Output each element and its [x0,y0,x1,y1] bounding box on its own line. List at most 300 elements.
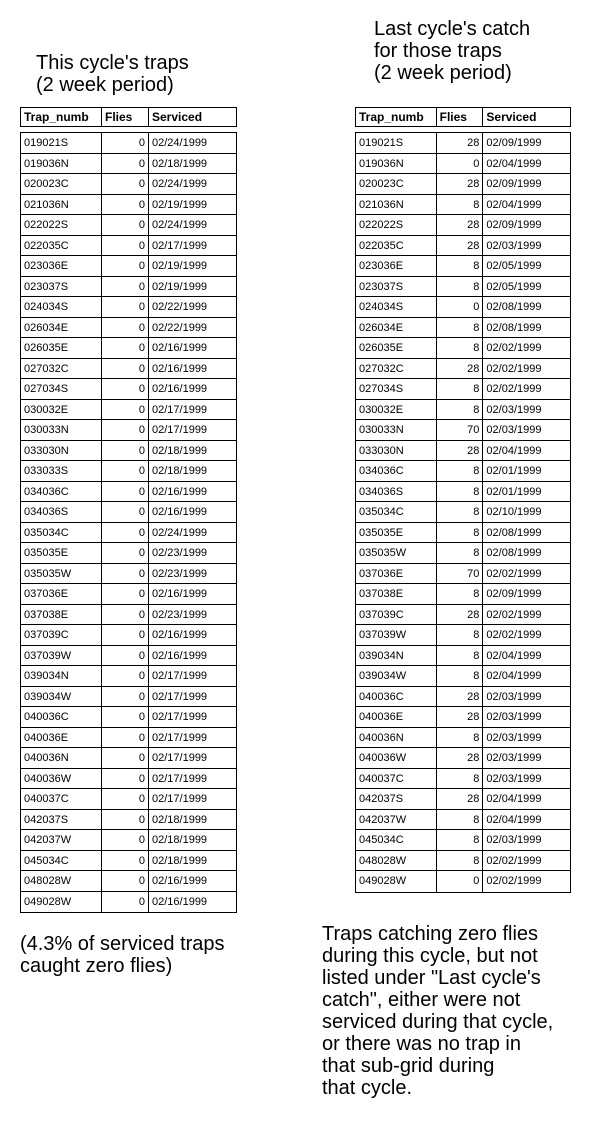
cell-trap-numb: 033030N [356,441,437,461]
cell-serviced: 02/17/1999 [152,772,208,785]
cell-flies: 0 [102,584,149,604]
cell-serviced: 02/03/1999 [486,424,542,436]
left-caption: This cycle's traps (2 week period) [36,52,189,96]
table-row [356,851,570,872]
table-row [21,892,236,913]
table-row [356,543,570,564]
cell-trap-numb: 030032E [21,400,102,420]
cell-flies: 28 [437,789,484,809]
table-row [356,461,570,482]
cell-flies: 8 [437,256,484,276]
cell-serviced: 02/16/1999 [152,895,208,908]
table-row [21,625,236,646]
cell-trap-numb: 034036C [356,461,437,481]
cell-trap-numb: 037036E [21,584,102,604]
cell-serviced: 02/03/1999 [486,731,542,744]
cell-flies: 0 [102,871,149,891]
cell-flies: 8 [437,625,484,645]
cell-trap-numb: 045034C [356,830,437,850]
table-row [21,605,236,626]
cell-trap-numb: 033030N [21,441,102,461]
cell-serviced: 02/04/1999 [486,157,542,170]
cell-flies: 0 [102,707,149,727]
table-row [356,441,570,462]
cell-trap-numb: 035035E [21,543,102,563]
cell-serviced: 02/16/1999 [152,485,208,498]
cell-serviced: 02/03/1999 [486,711,542,723]
cell-serviced: 02/17/1999 [152,403,208,416]
cell-serviced: 02/16/1999 [152,875,208,887]
cell-trap-numb: 026035E [21,338,102,358]
table-row [356,338,570,359]
cell-flies: 0 [102,359,149,379]
cell-serviced: 02/23/1999 [152,547,208,559]
cell-serviced: 02/16/1999 [152,629,208,641]
cell-serviced: 02/08/1999 [486,321,542,334]
table-row [21,379,236,400]
cell-serviced: 02/16/1999 [152,588,208,600]
cell-serviced: 02/04/1999 [486,444,542,457]
cell-flies: 28 [437,748,484,768]
cell-serviced: 02/17/1999 [152,752,208,764]
cell-flies: 0 [102,851,149,871]
cell-trap-numb: 045034C [21,851,102,871]
cell-trap-numb: 039034W [21,687,102,707]
cell-serviced: 02/03/1999 [486,403,542,416]
table-row [21,338,236,359]
table-row [21,174,236,195]
cell-flies: 0 [102,236,149,256]
cell-serviced: 02/18/1999 [152,157,208,170]
cell-serviced: 02/02/1999 [486,875,542,887]
cell-trap-numb: 040036N [21,748,102,768]
table-row [21,728,236,749]
cell-trap-numb: 034036S [21,502,102,522]
right-note: Traps catching zero flies during this cycle, but not listed under "Last cycle's catch", either were not serviced during that cycle, or there was no trap in that sub-grid during that cycle. [322,923,554,1099]
table-row [21,871,236,892]
cell-flies: 0 [102,318,149,338]
cell-trap-numb: 039034N [356,646,437,666]
cell-trap-numb: 023036E [21,256,102,276]
header-flies: Flies [102,108,149,126]
cell-flies: 8 [437,277,484,297]
cell-trap-numb: 040036E [21,728,102,748]
cell-flies: 0 [102,215,149,235]
cell-serviced: 02/22/1999 [152,301,208,313]
cell-serviced: 02/16/1999 [152,362,208,375]
header-flies: Flies [437,108,484,126]
cell-serviced: 02/02/1999 [486,567,542,580]
table-row [21,195,236,216]
cell-serviced: 02/08/1999 [486,301,542,313]
cell-serviced: 02/18/1999 [152,444,208,457]
cell-serviced: 02/03/1999 [486,239,542,252]
table-row [21,666,236,687]
cell-flies: 8 [437,338,484,358]
table-row [356,379,570,400]
cell-serviced: 02/18/1999 [152,813,208,826]
cell-serviced: 02/16/1999 [152,383,208,395]
cell-trap-numb: 023037S [356,277,437,297]
cell-flies: 0 [102,256,149,276]
cell-trap-numb: 034036S [356,482,437,502]
cell-trap-numb: 035035W [21,564,102,584]
cell-flies: 0 [102,748,149,768]
cell-trap-numb: 027032C [21,359,102,379]
cell-serviced: 02/17/1999 [152,670,208,682]
left-table [20,107,237,913]
cell-serviced: 02/09/1999 [486,137,542,149]
cell-trap-numb: 037039C [21,625,102,645]
cell-serviced: 02/23/1999 [152,567,208,580]
cell-flies: 8 [437,400,484,420]
left-note: (4.3% of serviced traps caught zero flies) [20,933,225,977]
cell-flies: 0 [102,789,149,809]
table-row [356,707,570,728]
table-row [21,646,236,667]
cell-flies: 0 [102,769,149,789]
table-row [356,666,570,687]
cell-flies: 8 [437,666,484,686]
cell-trap-numb: 040036W [21,769,102,789]
cell-flies: 0 [102,133,149,153]
cell-flies: 0 [102,195,149,215]
header-serviced: Serviced [486,110,537,124]
table-row [356,277,570,298]
cell-serviced: 02/16/1999 [152,342,208,354]
left-table-header [20,107,237,127]
cell-trap-numb: 019036N [21,154,102,174]
table-row [21,154,236,175]
table-row [21,830,236,851]
cell-flies: 8 [437,830,484,850]
table-row [356,584,570,605]
cell-flies: 0 [102,277,149,297]
cell-trap-numb: 022022S [21,215,102,235]
table-row [356,871,570,892]
cell-trap-numb: 042037W [356,810,437,830]
cell-trap-numb: 022035C [21,236,102,256]
cell-trap-numb: 030032E [356,400,437,420]
cell-serviced: 02/02/1999 [486,854,542,867]
cell-flies: 0 [102,461,149,481]
cell-trap-numb: 022022S [356,215,437,235]
cell-trap-numb: 022035C [356,236,437,256]
cell-trap-numb: 030033N [21,420,102,440]
table-row [21,687,236,708]
cell-serviced: 02/24/1999 [152,178,208,190]
cell-trap-numb: 024034S [356,297,437,317]
table-row [21,297,236,318]
cell-flies: 0 [102,379,149,399]
table-row [356,482,570,503]
cell-flies: 0 [102,174,149,194]
cell-flies: 8 [437,502,484,522]
cell-serviced: 02/02/1999 [486,383,542,395]
cell-flies: 8 [437,646,484,666]
table-row [356,236,570,257]
table-row [21,564,236,585]
cell-flies: 8 [437,728,484,748]
cell-flies: 8 [437,769,484,789]
cell-trap-numb: 040036W [356,748,437,768]
cell-trap-numb: 019036N [356,154,437,174]
cell-serviced: 02/22/1999 [152,321,208,334]
cell-trap-numb: 035035W [356,543,437,563]
table-row [21,318,236,339]
cell-trap-numb: 042037W [21,830,102,850]
cell-trap-numb: 037036E [356,564,437,584]
cell-flies: 0 [102,400,149,420]
cell-flies: 0 [102,502,149,522]
cell-serviced: 02/01/1999 [486,465,542,477]
table-row [21,769,236,790]
cell-serviced: 02/16/1999 [152,506,208,518]
cell-trap-numb: 037038E [21,605,102,625]
table-row [356,195,570,216]
cell-serviced: 02/04/1999 [486,670,542,682]
cell-flies: 0 [102,605,149,625]
cell-flies: 28 [437,359,484,379]
table-row [21,236,236,257]
cell-flies: 0 [102,441,149,461]
cell-serviced: 02/09/1999 [486,178,542,190]
right-table-header [355,107,571,127]
table-row [21,256,236,277]
cell-trap-numb: 042037S [356,789,437,809]
right-table-body [355,132,571,893]
cell-trap-numb: 021036N [21,195,102,215]
cell-serviced: 02/02/1999 [486,629,542,641]
cell-serviced: 02/04/1999 [486,813,542,826]
table-row [356,318,570,339]
table-row [21,543,236,564]
cell-trap-numb: 021036N [356,195,437,215]
cell-trap-numb: 040036N [356,728,437,748]
cell-serviced: 02/03/1999 [486,834,542,846]
cell-trap-numb: 037039W [356,625,437,645]
table-row [356,728,570,749]
cell-flies: 0 [437,154,484,174]
cell-trap-numb: 035035E [356,523,437,543]
table-row [21,789,236,810]
cell-trap-numb: 020023C [21,174,102,194]
cell-serviced: 02/18/1999 [152,834,208,846]
cell-flies: 0 [102,646,149,666]
cell-trap-numb: 023037S [21,277,102,297]
cell-trap-numb: 049028W [356,871,437,892]
header-trap-numb: Trap_numb [21,108,102,126]
table-row [356,789,570,810]
cell-trap-numb: 035034C [21,523,102,543]
cell-trap-numb: 040036E [356,707,437,727]
cell-trap-numb: 027034S [356,379,437,399]
cell-flies: 8 [437,584,484,604]
cell-flies: 28 [437,236,484,256]
cell-serviced: 02/19/1999 [152,198,208,211]
table-row [21,707,236,728]
table-row [356,646,570,667]
cell-serviced: 02/02/1999 [486,362,542,375]
cell-serviced: 02/03/1999 [486,772,542,785]
table-row [356,256,570,277]
table-row [21,810,236,831]
cell-serviced: 02/17/1999 [152,793,208,805]
cell-flies: 8 [437,851,484,871]
cell-serviced: 02/24/1999 [152,219,208,231]
cell-flies: 8 [437,523,484,543]
table-row [356,174,570,195]
cell-trap-numb: 019021S [356,133,437,153]
table-row [356,215,570,236]
cell-flies: 28 [437,174,484,194]
cell-serviced: 02/16/1999 [152,649,208,662]
cell-serviced: 02/24/1999 [152,137,208,149]
cell-flies: 0 [102,338,149,358]
cell-trap-numb: 033033S [21,461,102,481]
cell-serviced: 02/01/1999 [486,485,542,498]
cell-serviced: 02/05/1999 [486,260,542,272]
cell-trap-numb: 024034S [21,297,102,317]
cell-flies: 8 [437,461,484,481]
cell-flies: 0 [102,543,149,563]
table-row [356,297,570,318]
cell-trap-numb: 040036C [356,687,437,707]
cell-serviced: 02/09/1999 [486,588,542,600]
table-row [356,830,570,851]
cell-flies: 8 [437,379,484,399]
cell-flies: 0 [102,297,149,317]
cell-flies: 28 [437,441,484,461]
table-row [21,851,236,872]
cell-trap-numb: 042037S [21,810,102,830]
table-row [21,400,236,421]
cell-flies: 70 [437,564,484,584]
cell-serviced: 02/23/1999 [152,608,208,621]
cell-serviced: 02/09/1999 [486,219,542,231]
table-row [356,133,570,154]
cell-flies: 70 [437,420,484,440]
cell-trap-numb: 048028W [21,871,102,891]
cell-trap-numb: 030033N [356,420,437,440]
table-row [356,748,570,769]
table-row [21,523,236,544]
table-row [356,687,570,708]
cell-flies: 0 [102,666,149,686]
table-row [356,625,570,646]
cell-trap-numb: 049028W [21,892,102,913]
cell-trap-numb: 020023C [356,174,437,194]
cell-trap-numb: 026034E [356,318,437,338]
header-serviced: Serviced [152,110,203,124]
cell-flies: 0 [102,892,149,913]
cell-trap-numb: 027034S [21,379,102,399]
cell-flies: 28 [437,133,484,153]
cell-flies: 0 [437,297,484,317]
cell-trap-numb: 037039C [356,605,437,625]
cell-serviced: 02/17/1999 [152,239,208,252]
table-row [356,359,570,380]
table-row [356,502,570,523]
cell-trap-numb: 035034C [356,502,437,522]
cell-serviced: 02/19/1999 [152,260,208,272]
cell-trap-numb: 040037C [356,769,437,789]
table-row [21,420,236,441]
cell-flies: 0 [102,830,149,850]
cell-serviced: 02/02/1999 [486,608,542,621]
cell-flies: 0 [102,482,149,502]
cell-serviced: 02/03/1999 [486,690,542,703]
cell-serviced: 02/24/1999 [152,526,208,539]
cell-flies: 0 [102,687,149,707]
cell-serviced: 02/17/1999 [152,690,208,703]
table-row [356,564,570,585]
table-row [356,400,570,421]
cell-serviced: 02/04/1999 [486,649,542,662]
cell-flies: 8 [437,318,484,338]
cell-flies: 0 [437,871,484,892]
table-row [356,769,570,790]
cell-flies: 28 [437,215,484,235]
cell-flies: 0 [102,523,149,543]
table-row [21,748,236,769]
table-row [21,584,236,605]
cell-trap-numb: 026035E [356,338,437,358]
cell-flies: 0 [102,420,149,440]
cell-trap-numb: 037039W [21,646,102,666]
cell-trap-numb: 026034E [21,318,102,338]
cell-serviced: 02/18/1999 [152,465,208,477]
cell-flies: 8 [437,810,484,830]
cell-trap-numb: 048028W [356,851,437,871]
cell-trap-numb: 019021S [21,133,102,153]
cell-trap-numb: 034036C [21,482,102,502]
table-row [356,523,570,544]
cell-trap-numb: 040036C [21,707,102,727]
cell-flies: 28 [437,707,484,727]
table-row [21,461,236,482]
cell-flies: 8 [437,195,484,215]
cell-serviced: 02/17/1999 [152,424,208,436]
table-row [356,810,570,831]
cell-flies: 8 [437,482,484,502]
cell-trap-numb: 027032C [356,359,437,379]
cell-flies: 0 [102,625,149,645]
cell-trap-numb: 039034N [21,666,102,686]
cell-serviced: 02/05/1999 [486,280,542,293]
table-row [21,502,236,523]
table-row [21,133,236,154]
cell-serviced: 02/19/1999 [152,280,208,293]
cell-trap-numb: 039034W [356,666,437,686]
cell-serviced: 02/18/1999 [152,854,208,867]
cell-flies: 0 [102,154,149,174]
left-table-body [20,132,237,913]
cell-flies: 28 [437,687,484,707]
cell-flies: 0 [102,564,149,584]
table-row [356,154,570,175]
table-row [21,215,236,236]
cell-trap-numb: 037038E [356,584,437,604]
cell-flies: 8 [437,543,484,563]
header-trap-numb: Trap_numb [356,108,437,126]
cell-serviced: 02/04/1999 [486,198,542,211]
cell-serviced: 02/03/1999 [486,752,542,764]
table-row [21,359,236,380]
cell-trap-numb: 023036E [356,256,437,276]
cell-serviced: 02/17/1999 [152,731,208,744]
table-row [356,420,570,441]
